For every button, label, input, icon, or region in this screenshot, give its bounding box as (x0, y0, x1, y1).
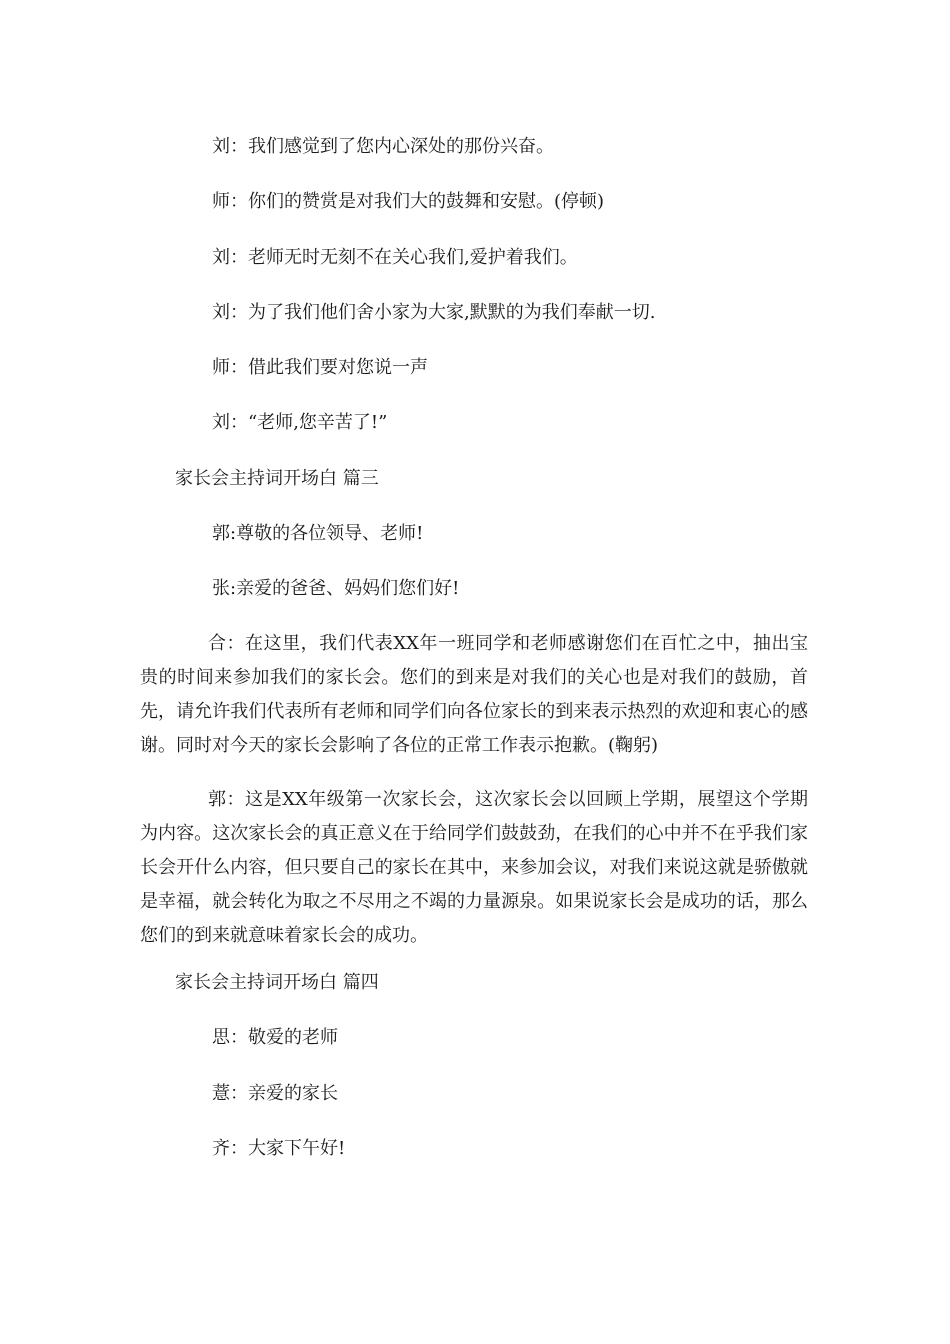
dialogue-line: 张:亲爱的爸爸、妈妈们您们好! (212, 578, 460, 599)
section-heading: 家长会主持词开场白 篇三 (175, 468, 379, 489)
body-paragraph: 郭：这是XX年级第一次家长会，这次家长会以回顾上学期，展望这个学期为内容。这次家长会的真正意义在于给同学们鼓鼓劲，在我们的心中并不在乎我们家长会开什么内容，但只要自己的家长在其中，来参加会议，对我们来说这就是骄傲就是幸福，就会转化为取之不尽用之不竭的力量源泉。如果说家长会是成功的话，那么您们的到来就意味着家长会的成功。 (140, 789, 808, 946)
dialogue-line: 薏：亲爱的家长 (212, 1083, 338, 1104)
dialogue-line: 刘：为了我们他们舍小家为大家,默默的为我们奉献一切. (212, 302, 656, 323)
dialogue-line: 刘：“老师,您辛苦了!” (212, 412, 388, 433)
dialogue-line: 齐：大家下午好! (212, 1138, 346, 1159)
dialogue-line: 刘：我们感觉到了您内心深处的那份兴奋。 (212, 136, 554, 157)
body-paragraph: 合：在这里，我们代表XX年一班同学和老师感谢您们在百忙之中，抽出宝贵的时间来参加我们的家长会。您们的到来是对我们的关心也是对我们的鼓励，首先，请允许我们代表所有老师和同学们向各位家长的到来表示热烈的欢迎和衷心的感谢。同时对今天的家长会影响了各位的正常工作表示抱歉。(鞠躬) (140, 633, 808, 756)
dialogue-line: 思：敬爱的老师 (212, 1027, 338, 1048)
dialogue-line: 刘：老师无时无刻不在关心我们,爱护着我们。 (212, 247, 578, 268)
dialogue-line: 郭:尊敬的各位领导、老师! (212, 523, 424, 544)
dialogue-line: 师：你们的赞赏是对我们大的鼓舞和安慰。(停顿) (212, 191, 605, 212)
dialogue-line: 师：借此我们要对您说一声 (212, 357, 428, 378)
section-heading: 家长会主持词开场白 篇四 (175, 972, 379, 993)
